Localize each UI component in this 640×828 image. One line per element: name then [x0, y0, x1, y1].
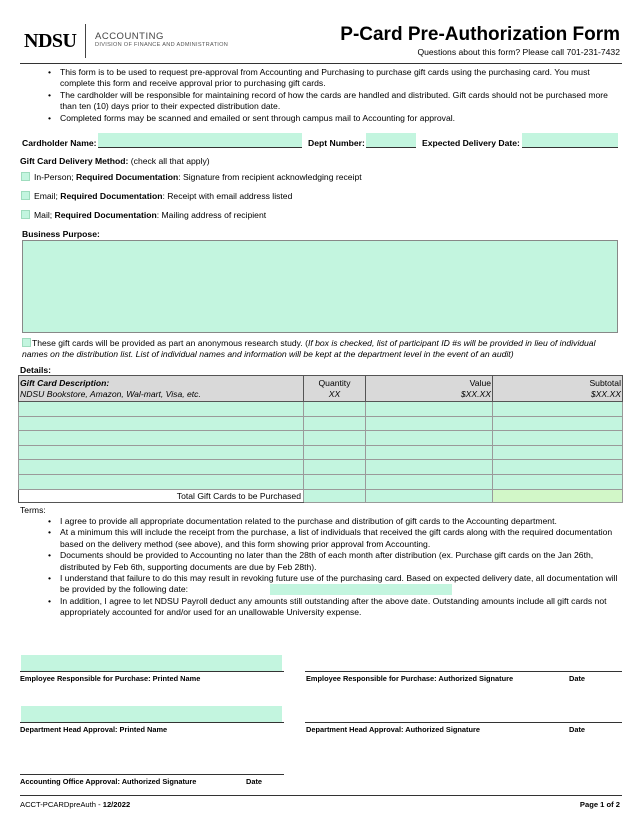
table-row	[19, 402, 623, 417]
description-cell[interactable]	[19, 416, 304, 431]
description-cell[interactable]	[19, 402, 304, 417]
table-row	[19, 474, 623, 489]
delivery-option-in-person	[21, 172, 362, 182]
header-rule	[20, 63, 622, 64]
col-value-example: $XX.XX	[460, 388, 491, 399]
dept-subtitle: DIVISION OF FINANCE AND ADMINISTRATION	[95, 42, 229, 48]
page-number: Page 1 of 2	[579, 800, 620, 809]
form-code	[20, 800, 130, 809]
department-head-signature-line[interactable]	[305, 722, 622, 723]
delivery-date-field[interactable]	[522, 133, 618, 148]
research-study-checkbox[interactable]	[22, 338, 31, 347]
subtotal-cell[interactable]	[493, 474, 623, 489]
documentation-date-field[interactable]	[270, 584, 452, 595]
delivery-method-heading	[20, 156, 210, 166]
col-description-title: Gift Card Description:	[20, 378, 110, 388]
intro-list	[48, 67, 616, 124]
total-row	[19, 489, 623, 502]
delivery-method-note: (check all that apply)	[128, 156, 210, 166]
employee-name-label: Employee Responsible for Purchase: Printed Name	[20, 674, 201, 683]
intro-bullet: • The cardholder will be responsible for maintaining record of how the cards are handled and distributed. Gift cards should not be purchased more than ten (10) days prior to their expected distribution date.	[48, 90, 616, 113]
description-cell[interactable]	[19, 474, 304, 489]
employee-signature-line[interactable]	[305, 671, 622, 672]
department-head-name-field[interactable]	[21, 706, 282, 722]
department-head-signature-label: Department Head Approval: Authorized Signature	[306, 725, 480, 734]
cardholder-label: Cardholder Name:	[22, 138, 97, 148]
employee-name-field[interactable]	[21, 655, 282, 671]
total-value-cell[interactable]	[366, 489, 493, 502]
subtotal-cell[interactable]	[493, 416, 623, 431]
cardholder-field[interactable]	[98, 133, 302, 148]
delivery-option-mail	[21, 210, 266, 220]
accounting-signature-line[interactable]	[20, 774, 284, 775]
form-code-text: ACCT-PCARDpreAuth -	[20, 800, 103, 809]
quantity-cell[interactable]	[304, 431, 366, 446]
value-cell[interactable]	[366, 431, 493, 446]
logo-divider	[85, 24, 86, 58]
employee-name-line	[20, 671, 284, 672]
subtotal-cell[interactable]	[493, 460, 623, 475]
quantity-cell[interactable]	[304, 416, 366, 431]
description-cell[interactable]	[19, 445, 304, 460]
terms-list	[48, 516, 620, 619]
delivery-method-title: Gift Card Delivery Method:	[20, 156, 129, 166]
terms-item: • At a minimum this will include the receipt from the purchase, a list of individuals that received the gift cards along with the required documentation based on the delivery method (see above), and this form showing prior approval from Accounting.	[48, 527, 620, 550]
form-title: P-Card Pre-Authorization Form	[340, 24, 620, 45]
option-method: In-Person;	[34, 172, 77, 182]
employee-signature-label: Employee Responsible for Purchase: Authorized Signature	[306, 674, 514, 683]
intro-bullet: • This form is to be used to request pre-approval from Accounting and Purchasing to purchase gift cards using the purchasing card. You must complete this form and receive approval prior to purchasing gift cards.	[48, 67, 616, 90]
terms-label: Terms:	[20, 505, 46, 515]
table-row	[19, 460, 623, 475]
total-label: Total Gift Cards to be Purchased	[19, 489, 304, 502]
accounting-date-label: Date	[246, 777, 263, 786]
col-quantity	[304, 376, 366, 402]
accounting-signature-label: Accounting Office Approval: Authorized Signature	[20, 777, 197, 786]
business-purpose-field[interactable]	[22, 240, 618, 333]
total-subtotal-cell[interactable]	[493, 489, 623, 502]
col-value	[366, 376, 493, 402]
table-row	[19, 445, 623, 460]
department-head-date-label: Date	[569, 725, 586, 734]
option-doc: : Signature from recipient acknowledging receipt	[178, 172, 362, 182]
terms-item: • I understand that failure to do this may result in revoking future use of the purchasing card. Based on expected delivery date, all documentation will be provided by the following date:	[48, 573, 620, 596]
value-cell[interactable]	[366, 445, 493, 460]
option-req: Required Documentation	[76, 172, 179, 182]
delivery-date-label: Expected Delivery Date:	[422, 138, 520, 148]
col-quantity-example: XX	[328, 388, 341, 399]
total-quantity-cell[interactable]	[304, 489, 366, 502]
dept-number-label: Dept Number:	[308, 138, 365, 148]
description-cell[interactable]	[19, 460, 304, 475]
col-subtotal-title: Subtotal	[589, 378, 621, 388]
research-study-note	[22, 338, 620, 361]
details-label: Details:	[20, 365, 52, 375]
option-doc: : Mailing address of recipient	[156, 210, 267, 220]
form-version: 12/2022	[102, 800, 131, 809]
col-subtotal	[493, 376, 623, 402]
option-req: Required Documentation	[54, 210, 157, 220]
option-req: Required Documentation	[60, 191, 163, 201]
mail-checkbox[interactable]	[21, 210, 30, 219]
description-cell[interactable]	[19, 431, 304, 446]
research-text: These gift cards will be provided as part an anonymous research study. (	[32, 338, 308, 348]
intro-bullet: • Completed forms may be scanned and emailed or sent through campus mail to Accounting for approval.	[48, 113, 616, 124]
value-cell[interactable]	[366, 402, 493, 417]
value-cell[interactable]	[366, 460, 493, 475]
dept-name: ACCOUNTING	[95, 31, 164, 42]
terms-item: • I agree to provide all appropriate documentation related to the purchase and distribution of gift cards to the Accounting department.	[48, 516, 620, 527]
table-row	[19, 416, 623, 431]
col-value-title: Value	[469, 378, 491, 388]
ndsu-logo: NDSU	[24, 30, 77, 52]
option-doc: : Receipt with email address listed	[162, 191, 293, 201]
col-subtotal-example: $XX.XX	[590, 388, 621, 399]
email-checkbox[interactable]	[21, 191, 30, 200]
terms-item: • Documents should be provided to Accounting no later than the 28th of each month after distribution (ex. Purchase gift cards on the Jan 26th, distributed by Feb 6th, supporting documents are due by Feb 28th).	[48, 550, 620, 573]
research-italic-note: If box is checked, list of participant ID #s will be provided in lieu of individual names on the distribution list. List of individual names and information will be kept at the department level in the event of an audit)	[22, 338, 596, 360]
option-method: Mail;	[34, 210, 55, 220]
delivery-option-email	[21, 191, 292, 201]
option-method: Email;	[34, 191, 61, 201]
questions-contact: Questions about this form? Please call 701-231-7432	[417, 47, 620, 57]
subtotal-cell[interactable]	[493, 431, 623, 446]
col-quantity-title: Quantity	[318, 378, 351, 388]
employee-signature-date-label: Date	[569, 674, 586, 683]
quantity-cell[interactable]	[304, 460, 366, 475]
quantity-cell[interactable]	[304, 445, 366, 460]
table-row	[19, 431, 623, 446]
department-head-name-line	[20, 722, 284, 723]
business-purpose-label: Business Purpose:	[22, 229, 100, 239]
department-head-name-label: Department Head Approval: Printed Name	[20, 725, 168, 734]
quantity-cell[interactable]	[304, 474, 366, 489]
col-description-example: NDSU Bookstore, Amazon, Wal-mart, Visa, etc.	[20, 388, 201, 399]
subtotal-cell[interactable]	[493, 402, 623, 417]
value-cell[interactable]	[366, 416, 493, 431]
footer-rule	[20, 795, 622, 796]
value-cell[interactable]	[366, 474, 493, 489]
in-person-checkbox[interactable]	[21, 172, 30, 181]
quantity-cell[interactable]	[304, 402, 366, 417]
table-header-row	[19, 376, 623, 402]
subtotal-cell[interactable]	[493, 445, 623, 460]
col-description	[19, 376, 304, 402]
gift-card-table	[18, 375, 623, 503]
dept-number-field[interactable]	[366, 133, 416, 148]
terms-item: • In addition, I agree to let NDSU Payroll deduct any amounts still outstanding after the above date. Outstanding amounts include all gift cards not appropriately accounted for and/or used for an unallowable University expense.	[48, 596, 620, 619]
